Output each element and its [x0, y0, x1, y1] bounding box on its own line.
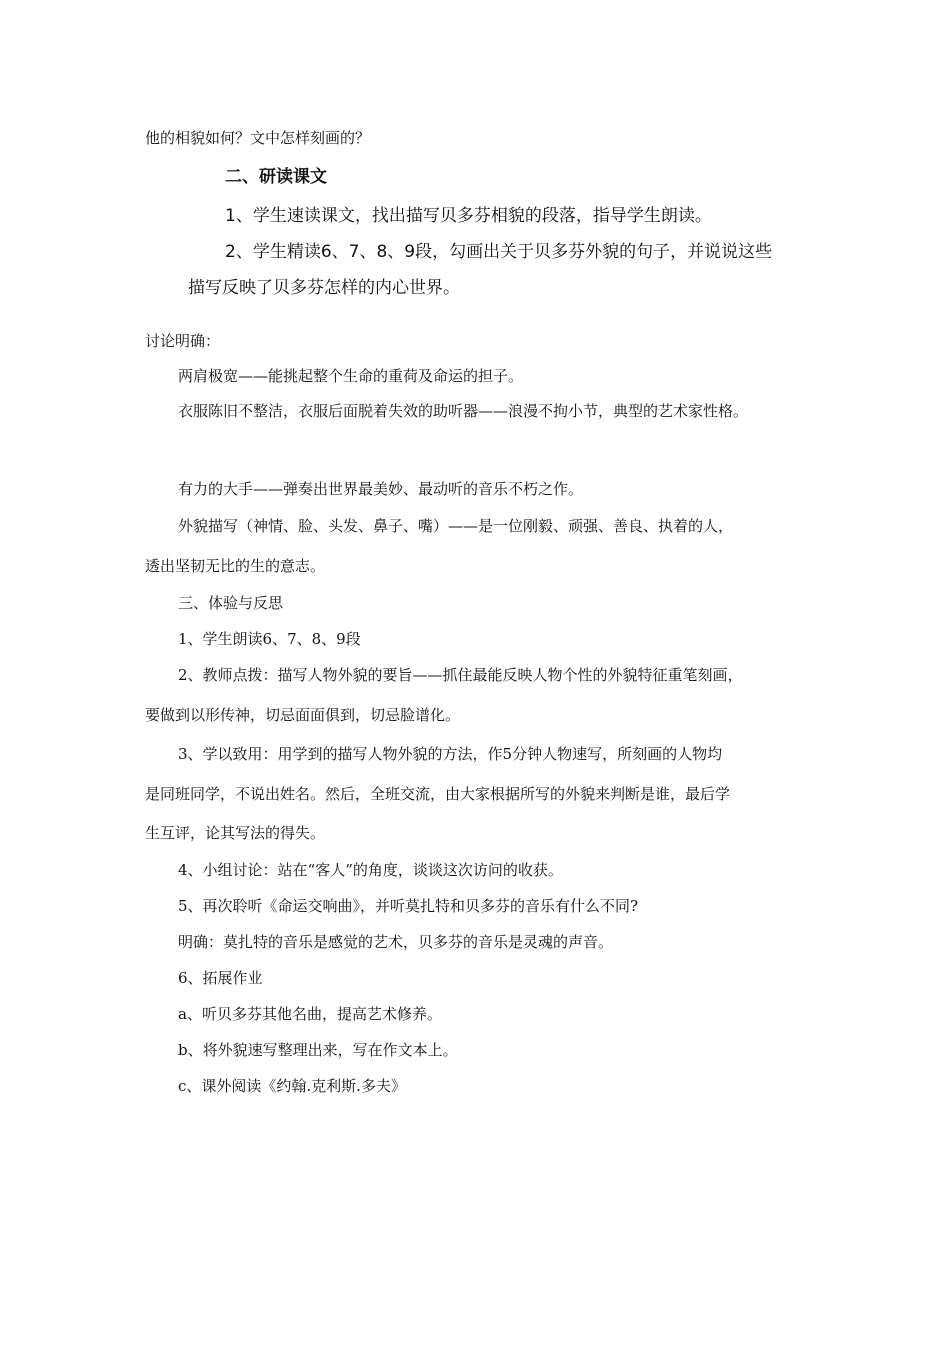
step-3-6: 6、拓展作业 [178, 969, 263, 987]
step-2-2-cont: 描写反映了贝多芬怎样的内心世界。 [188, 278, 460, 298]
homework-b: b、将外貌速写整理出来，写在作文本上。 [178, 1041, 458, 1059]
discussion-item-2: 衣服陈旧不整洁，衣服后面脱着失效的助听器——浪漫不拘小节，典型的艺术家性格。 [178, 402, 749, 420]
section-heading-3: 三、体验与反思 [178, 594, 284, 612]
section-heading-2: 二、研读课文 [225, 167, 327, 187]
discussion-label: 讨论明确： [145, 332, 221, 350]
step-3-5: 5、再次聆听《命运交响曲》，并听莫扎特和贝多芬的音乐有什么不同? [178, 897, 639, 915]
intro-question: 他的相貌如何？文中怎样刻画的？ [145, 129, 371, 147]
step-2-2: 2、学生精读6、7、8、9段，勾画出关于贝多芬外貌的句子，并说说这些 [225, 242, 773, 262]
discussion-item-4: 外貌描写（神情、脸、头发、鼻子、嘴）——是一位刚毅、顽强、善良、执着的人， [178, 517, 734, 535]
discussion-item-4-cont: 透出坚韧无比的生的意志。 [145, 557, 326, 575]
step-3-3-cont-1: 是同班同学，不说出姓名。然后，全班交流，由大家根据所写的外貌来判断是谁，最后学 [145, 785, 731, 803]
step-3-5-answer: 明确：莫扎特的音乐是感觉的艺术，贝多芬的音乐是灵魂的声音。 [178, 933, 614, 951]
homework-a: a、听贝多芬其他名曲，提高艺术修养。 [178, 1005, 442, 1023]
step-3-1: 1、学生朗读6、7、8、9段 [178, 630, 361, 648]
discussion-item-3: 有力的大手——弹奏出世界最美妙、最动听的音乐不朽之作。 [178, 480, 584, 498]
step-3-3-cont-2: 生互评，论其写法的得失。 [145, 824, 326, 842]
step-3-4: 4、小组讨论：站在“客人”的角度，谈谈这次访问的收获。 [178, 861, 563, 879]
step-2-1: 1、学生速读课文，找出描写贝多芬相貌的段落，指导学生朗读。 [225, 206, 712, 226]
homework-c: c、课外阅读《约翰.克利斯.多夫》 [178, 1077, 406, 1095]
discussion-item-1: 两肩极宽——能挑起整个生命的重荷及命运的担子。 [178, 367, 524, 385]
step-3-2-cont: 要做到以形传神，切忌面面俱到，切忌脸谱化。 [145, 706, 461, 724]
step-3-3: 3、学以致用：用学到的描写人物外貌的方法，作5分钟人物速写，所刻画的人物均 [178, 745, 723, 763]
step-3-2: 2、教师点拨：描写人物外貌的要旨——抓住最能反映人物个性的外貌特征重笔刻画， [178, 666, 743, 684]
